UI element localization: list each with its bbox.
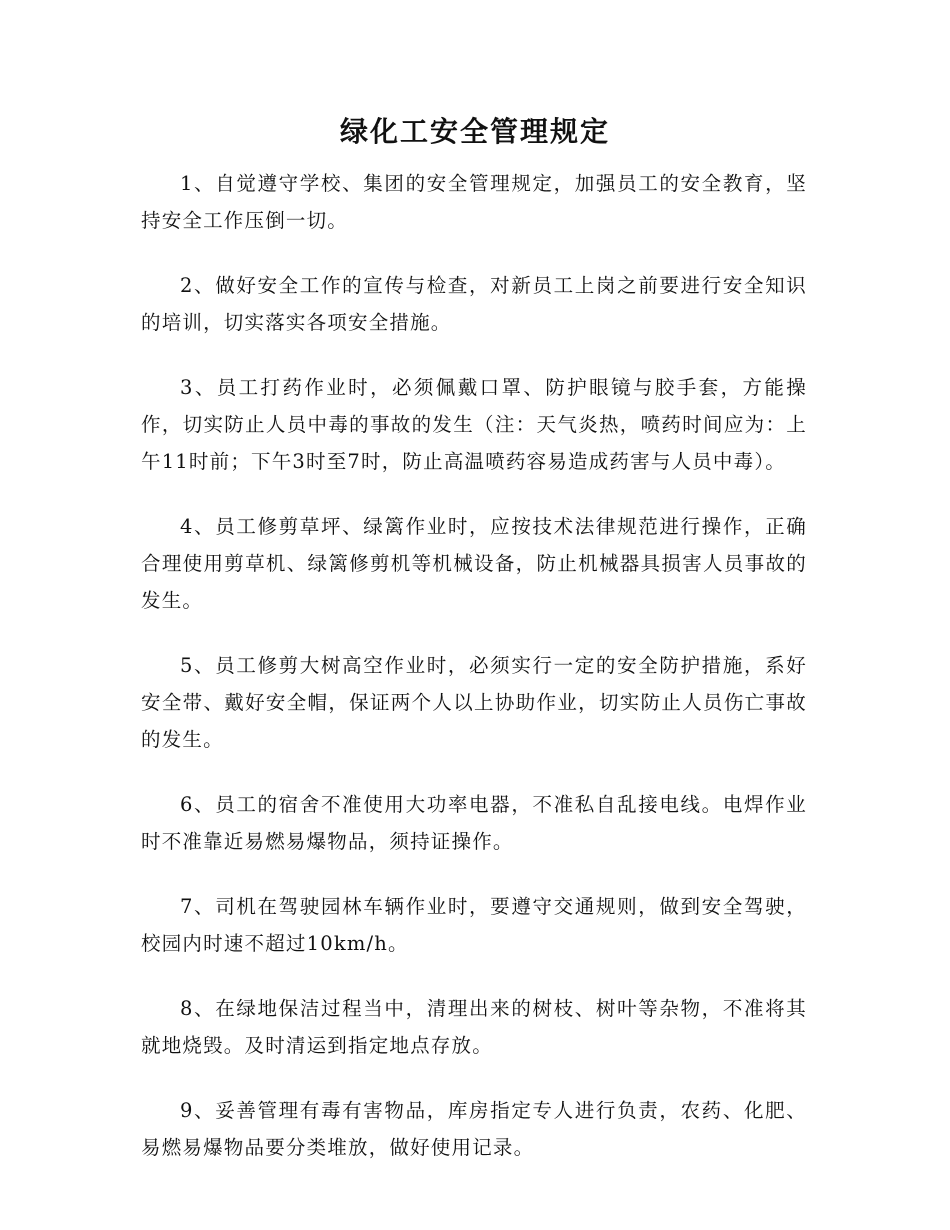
clause-6: 6、员工的宿舍不准使用大功率电器，不准私自乱接电线。电焊作业时不准靠近易燃易爆物品，须持证操作。	[141, 793, 807, 853]
clause-9: 9、妥善管理有毒有害物品，库房指定专人进行负责，农药、化肥、易燃易爆物品要分类堆放，做好使用记录。	[141, 1099, 807, 1159]
clause-4: 4、员工修剪草坪、绿篱作业时，应按技术法律规范进行操作，正确合理使用剪草机、绿篱修剪机等机械设备，防止机械器具损害人员事故的发生。	[141, 515, 807, 612]
document-title: 绿化工安全管理规定	[339, 115, 610, 148]
clause-2: 2、做好安全工作的宣传与检查，对新员工上岗之前要进行安全知识的培训，切实落实各项安全措施。	[141, 274, 807, 334]
clause-list	[141, 165, 807, 1194]
clause-3: 3、员工打药作业时，必须佩戴口罩、防护眼镜与胶手套，方能操作，切实防止人员中毒的事故的发生（注：天气炎热，喷药时间应为：上午11时前；下午3时至7时，防止高温喷药容易造成药害与人员中毒）。	[141, 376, 807, 473]
clause-7: 7、司机在驾驶园林车辆作业时，要遵守交通规则，做到安全驾驶，校园内时速不超过10km/h。	[141, 895, 807, 955]
clause-5: 5、员工修剪大树高空作业时，必须实行一定的安全防护措施，系好安全带、戴好安全帽，保证两个人以上协助作业，切实防止人员伤亡事故的发生。	[141, 654, 807, 751]
clause-1: 1、自觉遵守学校、集团的安全管理规定，加强员工的安全教育，坚持安全工作压倒一切。	[141, 172, 807, 232]
clause-8: 8、在绿地保洁过程当中，清理出来的树枝、树叶等杂物，不准将其就地烧毁。及时清运到指定地点存放。	[141, 997, 807, 1057]
